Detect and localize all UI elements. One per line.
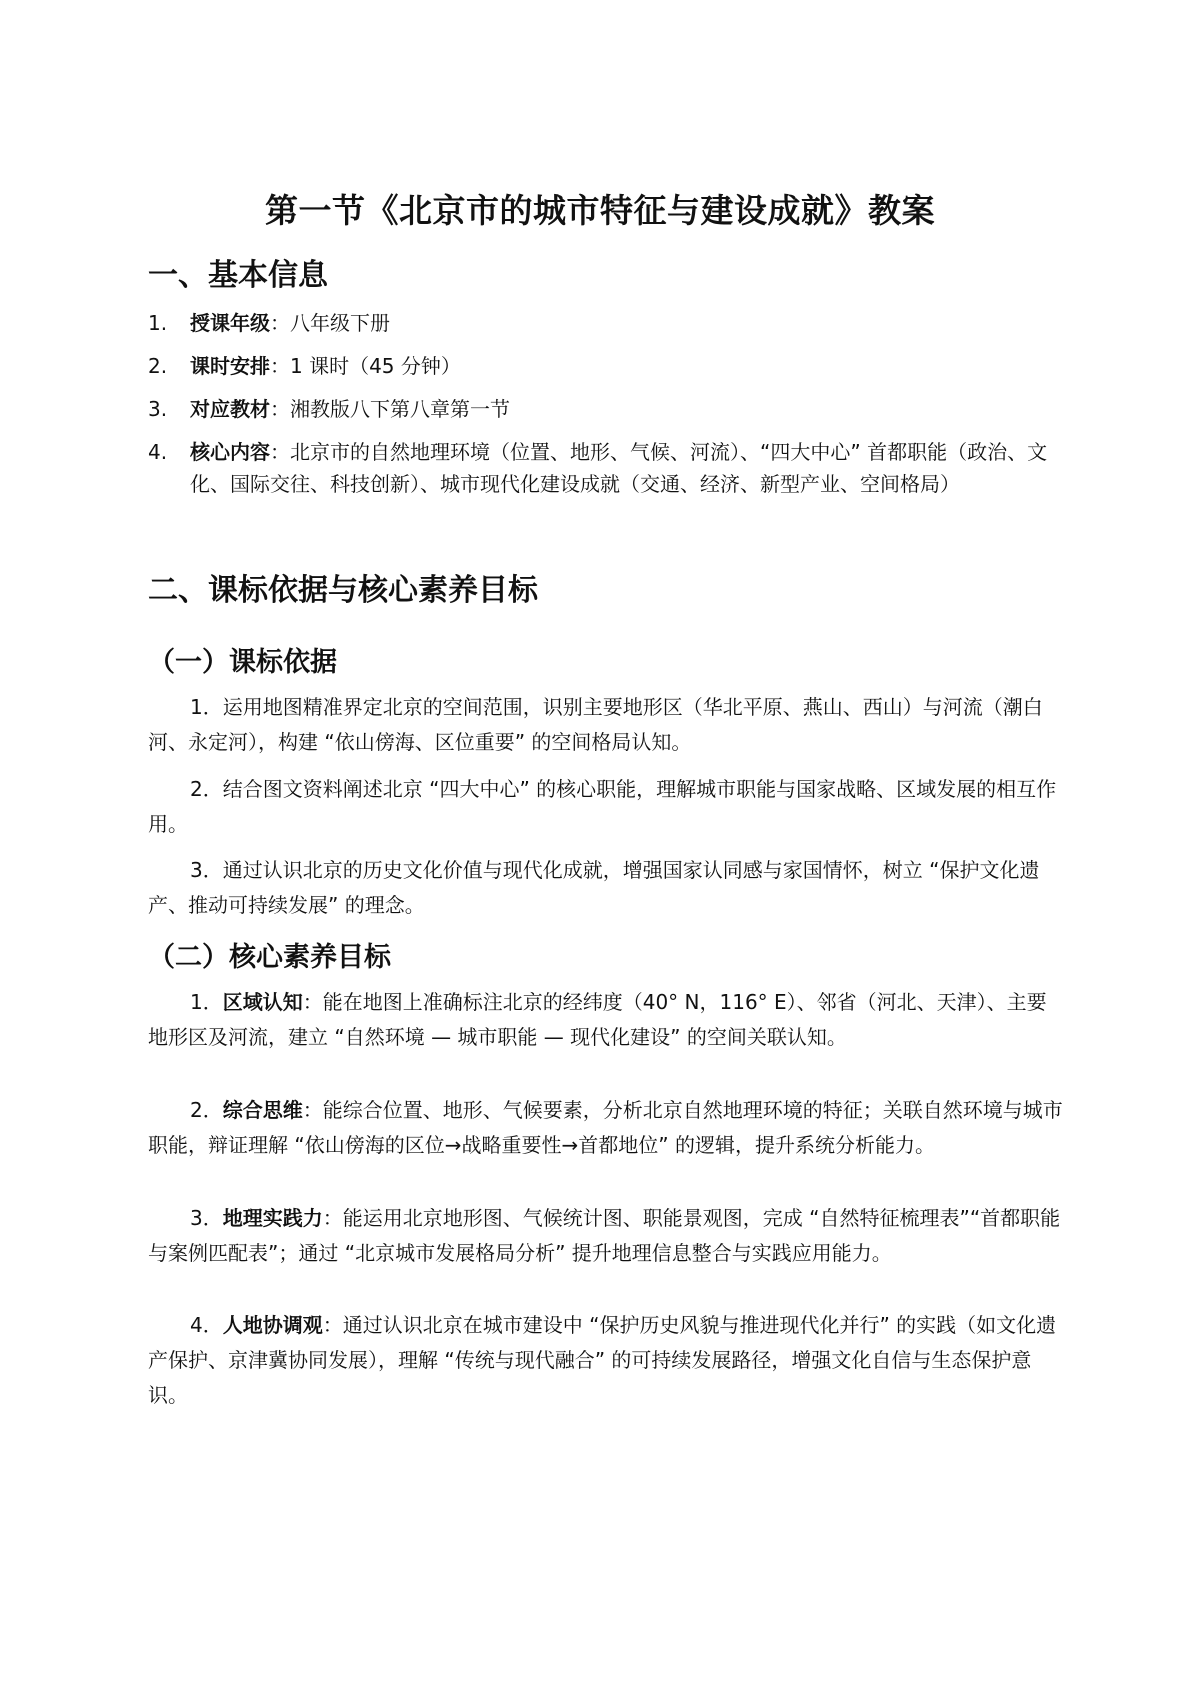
document-title: 第一节《北京市的城市特征与建设成就》教案 — [265, 191, 935, 230]
item-separator: ： — [270, 311, 290, 335]
subsection-heading-standards-basis: （一）课标依据 — [148, 647, 337, 678]
section-heading-standards: 二、课标依据与核心素养目标 — [148, 573, 538, 608]
item-text: 湘教版八下第八章第一节 — [290, 397, 510, 421]
paragraph-number: 4． — [190, 1313, 223, 1337]
item-label: 授课年级 — [190, 311, 270, 335]
paragraph-number: 1． — [190, 990, 223, 1014]
list-number: 4. — [148, 440, 168, 464]
subsection-heading-core-literacy: （二）核心素养目标 — [148, 942, 391, 973]
paragraph-number: 3． — [190, 1206, 223, 1230]
paragraph-label: 地理实践力 — [222, 1206, 323, 1230]
paragraph: 1．运用地图精准界定北京的空间范围，识别主要地形区（华北平原、燕山、西山）与河流（潮白河、永定河），构建 “依山傍海、区位重要” 的空间格局认知。 — [148, 695, 1043, 754]
list-item — [148, 307, 1068, 339]
item-label: 课时安排 — [190, 354, 270, 378]
paragraph-text: 能运用北京地形图、气候统计图、职能景观图，完成 “自然特征梳理表”“首都职能与案例匹配表”；通过 “北京城市发展格局分析” 提升地理信息整合与实践应用能力。 — [148, 1206, 1061, 1265]
paragraph — [148, 1308, 1063, 1413]
paragraph-label: 区域认知 — [222, 990, 303, 1014]
paragraph-text: 通过认识北京在城市建设中 “保护历史风貌与推进现代化并行” 的实践（如文化遗产保护、京津冀协同发展），理解 “传统与现代融合” 的可持续发展路径，增强文化自信与生态保护意识。 — [148, 1313, 1057, 1407]
item-separator: ： — [270, 354, 290, 378]
item-text: 北京市的自然地理环境（位置、地形、气候、河流）、“四大中心” 首都职能（政治、文化、国际交往、科技创新）、城市现代化建设成就（交通、经济、新型产业、空间格局） — [190, 440, 1048, 496]
list-item — [148, 436, 1068, 500]
list-item — [148, 393, 1068, 425]
section-heading-basic-info: 一、基本信息 — [148, 258, 328, 293]
list-number: 2. — [148, 354, 168, 378]
item-separator: ： — [270, 440, 290, 464]
paragraph: 3．通过认识北京的历史文化价值与现代化成就，增强国家认同感与家国情怀，树立 “保护文化遗产、推动可持续发展” 的理念。 — [148, 858, 1040, 917]
list-item — [148, 350, 1068, 382]
paragraph-text: 能综合位置、地形、气候要素，分析北京自然地理环境的特征；关联自然环境与城市职能，辩证理解 “依山傍海的区位→战略重要性→首都地位” 的逻辑，提升系统分析能力。 — [148, 1098, 1063, 1157]
paragraph-separator: ： — [322, 1206, 343, 1230]
list-number: 3. — [148, 397, 168, 421]
paragraph-text: 能在地图上准确标注北京的经纬度（40° N，116° E）、邻省（河北、天津）、主要地形区及河流，建立 “自然环境 — 城市职能 — 现代化建设” 的空间关联认知。 — [148, 990, 1047, 1049]
list-number: 1. — [148, 311, 168, 335]
paragraph — [148, 1201, 1063, 1271]
paragraph — [148, 985, 1063, 1055]
paragraph-separator: ： — [302, 1098, 323, 1122]
item-separator: ： — [270, 397, 290, 421]
paragraph — [148, 1093, 1063, 1163]
item-text: 八年级下册 — [290, 311, 390, 335]
paragraph-separator: ： — [302, 990, 323, 1014]
paragraph-label: 综合思维 — [222, 1098, 303, 1122]
item-label: 核心内容 — [190, 440, 270, 464]
item-text: 1 课时（45 分钟） — [290, 354, 461, 378]
paragraph: 2．结合图文资料阐述北京 “四大中心” 的核心职能，理解城市职能与国家战略、区域发展的相互作用。 — [148, 777, 1057, 836]
paragraph-separator: ： — [322, 1313, 343, 1337]
item-label: 对应教材 — [190, 397, 270, 421]
paragraph-number: 2． — [190, 1098, 223, 1122]
paragraph-label: 人地协调观 — [222, 1313, 323, 1337]
